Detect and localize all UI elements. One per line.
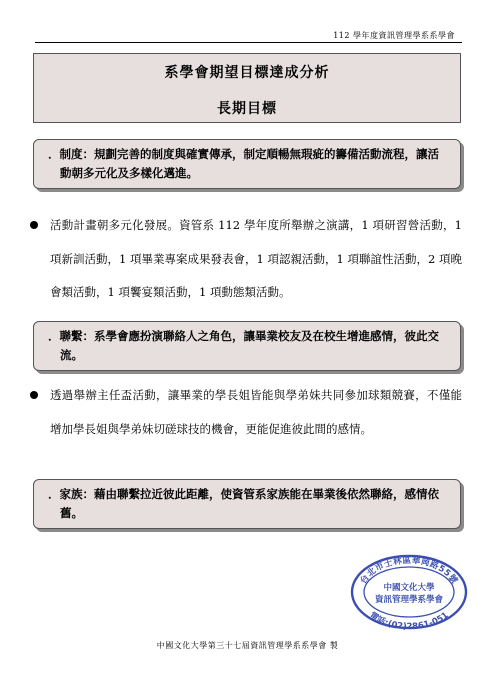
paragraph-cup-text: 透過舉辦主任盃活動，讓畢業的學長姐皆能與學弟妹共同參加球類競賽，不僅能增加學長姐與學弟妹切磋球技的機會，更能促進彼此間的感情。 [50, 388, 462, 436]
header-note: 112 學年度資訊管理學系系學會 [333, 31, 455, 40]
paragraph-activities-text: 活動計畫朝多元化發展。資管系 112 學年度所舉辦之演講，1 項研習營活動，1 項新訓活動，1 項畢業專案成果發表會，1 項認親活動，1 項聯誼性活動，2 項晚會類活動，1 項饗宴類活動，1 項動態類活動。 [50, 218, 462, 299]
paragraph-cup [30, 379, 462, 446]
paragraph-activities [30, 209, 462, 310]
callout-system-text: ．制度：規劃完善的制度與確實傳承，制定順暢無瑕疵的籌備活動流程，讓活動朝多元化及多樣化邁進。 [48, 147, 439, 180]
svg-text:電話:(02)2861-051 [367, 610, 450, 631]
svg-text:台北市士林區華岡路55號 [358, 555, 460, 586]
callout-family-text: ．家族：藉由聯繫拉近彼此距離，使資管系家族能在畢業後依然聯絡，感情依舊。 [48, 487, 439, 520]
stamp-line2: 資訊管理學系學會 [374, 595, 444, 605]
callout-contact-text: ．聯繫：系學會應扮演聯絡人之角色，讓畢業校友及在校生增進感情，彼此交流。 [48, 329, 439, 362]
stamp-outer-text: 台北市士林區華岡路55號 [358, 555, 460, 587]
footer-note: 中國文化大學第三十七屆資訊管理學系系學會 製 [156, 641, 339, 650]
page-title: 系學會期望目標達成分析 [164, 65, 330, 81]
title-box [33, 53, 461, 123]
page-subtitle: 長期目標 [217, 101, 277, 117]
header-rule [35, 42, 462, 43]
bullet-icon [30, 391, 38, 399]
callout-system [33, 139, 461, 189]
association-seal-stamp [349, 553, 469, 631]
callout-contact [33, 321, 461, 371]
stamp-phone-text: 電話:(02)2861-051 [367, 610, 451, 631]
stamp-line1: 中國文化大學 [383, 583, 435, 593]
bullet-icon [30, 221, 38, 229]
callout-family [33, 479, 461, 529]
